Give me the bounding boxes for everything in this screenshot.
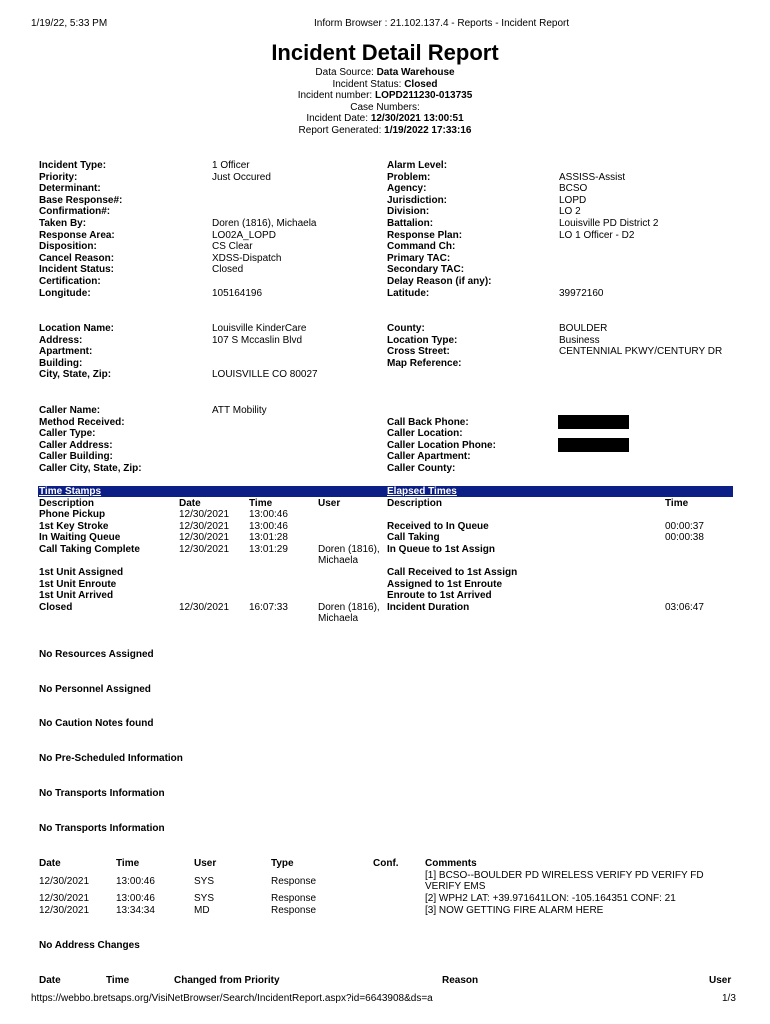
- ts-time: [249, 590, 288, 602]
- field-value: 39972160: [559, 287, 604, 299]
- report-title: Incident Detail Report: [271, 40, 499, 65]
- elapsed-description: Enroute to 1st Arrived: [387, 590, 492, 602]
- comments-header-date: Date: [39, 858, 61, 869]
- print-datetime: 1/19/22, 5:33 PM: [31, 18, 108, 29]
- location-left-values: [212, 323, 318, 381]
- elapsed-description: [387, 555, 517, 567]
- field-label: Location Type:: [387, 334, 458, 346]
- field-value: [212, 206, 317, 218]
- field-value: CS Clear: [212, 241, 253, 253]
- field-value: 107 S Mccaslin Blvd: [212, 334, 303, 346]
- field-value: [559, 276, 658, 288]
- comment-text: [1] BCSO--BOULDER PD WIRELESS VERIFY PD VERIFY FD: [425, 870, 704, 881]
- field-value: [212, 463, 267, 475]
- field-label: Jurisdiction:: [387, 194, 448, 206]
- ts-header-user: User: [318, 498, 341, 509]
- field-label: Cross Street:: [387, 346, 450, 358]
- field-label: Caller Type:: [39, 428, 96, 440]
- field-value: 105164196: [212, 287, 263, 299]
- field-label: City, State, Zip:: [39, 369, 112, 381]
- no-caution-notes-note: No Caution Notes found: [39, 718, 154, 729]
- ts-user: [318, 579, 380, 591]
- priority-header-user: User: [709, 975, 732, 986]
- comment-text: [3] NOW GETTING FIRE ALARM HERE: [425, 905, 604, 916]
- redaction-box: [558, 415, 629, 429]
- comment-time: 13:34:34: [116, 905, 155, 916]
- field-label: Cancel Reason:: [39, 252, 115, 264]
- field-value: [559, 241, 658, 253]
- footer-page-number: 1/3: [722, 993, 736, 1004]
- field-value: [212, 417, 267, 429]
- ts-time: 13:00:46: [249, 520, 288, 532]
- ts-user: [318, 521, 380, 533]
- ts-description: In Waiting Queue: [39, 532, 121, 544]
- field-value: [212, 195, 317, 207]
- field-value: ASSISS-Assist: [559, 171, 626, 183]
- incident-status-value: Closed: [404, 78, 438, 90]
- no-transports-note: No Transports Information: [39, 788, 165, 799]
- field-label: Division:: [387, 206, 430, 218]
- caller-left-values: [212, 405, 267, 475]
- elapsed-time: [665, 579, 704, 591]
- ts-times: [249, 509, 288, 613]
- comment-text-continued: VERIFY EMS: [425, 881, 486, 892]
- comment-time: 13:00:46: [116, 876, 155, 887]
- field-value: LOUISVILLE CO 80027: [212, 369, 318, 381]
- location-right-values: [559, 323, 722, 369]
- field-label: Apartment:: [39, 346, 93, 358]
- elapsed-time: [665, 567, 704, 579]
- ts-date: 12/30/2021: [179, 509, 230, 520]
- ts-user: Michaela: [318, 613, 359, 625]
- incident-date-label: Incident Date:: [306, 113, 369, 125]
- comment-user: MD: [194, 905, 210, 916]
- elapsed-descriptions: [387, 509, 517, 613]
- no-personnel-note: No Personnel Assigned: [39, 684, 151, 695]
- elapsed-time: [665, 590, 704, 602]
- field-label: Caller Location:: [387, 428, 463, 440]
- field-value: XDSS-Dispatch: [212, 252, 282, 264]
- field-label: Battalion:: [387, 217, 434, 229]
- elapsed-description: Call Received to 1st Assign: [387, 566, 518, 578]
- field-label: Disposition:: [39, 241, 97, 253]
- field-label: Call Back Phone:: [387, 416, 469, 428]
- field-label: Latitude:: [387, 287, 430, 299]
- comment-time: 13:00:46: [116, 893, 155, 904]
- elapsed-time: [665, 509, 704, 521]
- field-value: [212, 346, 318, 358]
- field-value: LO02A_LOPD: [212, 229, 276, 241]
- ts-date: [179, 555, 229, 567]
- elapsed-time: 00:00:38: [665, 532, 704, 544]
- field-value: [212, 183, 317, 195]
- field-label: Primary TAC:: [387, 252, 451, 264]
- comments-header-time: Time: [116, 858, 140, 869]
- ts-date: [179, 579, 229, 591]
- elapsed-times-title: Elapsed Times: [387, 486, 457, 497]
- priority-header-reason: Reason: [442, 975, 479, 986]
- no-transports-note-2: No Transports Information: [39, 823, 165, 834]
- field-label: Caller Location Phone:: [387, 439, 496, 451]
- priority-header-changed-from: Changed from Priority: [174, 975, 280, 986]
- comment-user: SYS: [194, 876, 215, 887]
- elapsed-time: 03:06:47: [665, 601, 704, 613]
- ts-date: 12/30/2021: [179, 543, 230, 555]
- field-label: Map Reference:: [387, 357, 462, 369]
- field-label: [387, 405, 496, 417]
- elapsed-description: Received to In Queue: [387, 520, 489, 532]
- field-value: Louisville KinderCare: [212, 323, 307, 334]
- field-label: Confirmation#:: [39, 206, 111, 218]
- field-value: 1 Officer: [212, 160, 250, 171]
- ts-description: Call Taking Complete: [39, 543, 140, 555]
- data-source-label: Data Source:: [315, 67, 374, 78]
- comments-header-comments: Comments: [425, 858, 477, 869]
- field-label: Base Response#:: [39, 194, 123, 206]
- field-label: Response Plan:: [387, 229, 463, 241]
- ts-description: 1st Key Stroke: [39, 520, 109, 532]
- field-label: Location Name:: [39, 323, 115, 334]
- field-value: [212, 440, 267, 452]
- no-resources-note: No Resources Assigned: [39, 649, 154, 660]
- comment-type: Response: [271, 876, 317, 887]
- elapsed-description: In Queue to 1st Assign: [387, 543, 495, 555]
- ts-header-time: Time: [249, 498, 273, 509]
- ts-time: [249, 567, 288, 579]
- ts-time: 13:00:46: [249, 509, 288, 520]
- field-label: Caller City, State, Zip:: [39, 462, 142, 474]
- comment-date: 12/30/2021: [39, 905, 90, 916]
- field-value: CENTENNIAL PKWY/CENTURY DR: [559, 346, 723, 358]
- field-label: Problem:: [387, 171, 431, 183]
- field-value: [212, 276, 317, 288]
- comments-header-user: User: [194, 858, 217, 869]
- ts-description: [39, 555, 140, 567]
- field-label: County:: [387, 323, 425, 334]
- elapsed-time: 00:00:37: [665, 520, 704, 532]
- priority-header-time: Time: [106, 975, 130, 986]
- comment-text: [2] WPH2 LAT: +39.971641LON: -105.164351 CONF: 21: [425, 893, 676, 904]
- field-value: [212, 358, 318, 370]
- incident-right-labels: [387, 160, 491, 299]
- ts-header-description: Description: [39, 498, 95, 509]
- ts-time: 16:07:33: [249, 601, 288, 613]
- elapsed-times: [665, 509, 704, 613]
- ts-date: 12/30/2021: [179, 520, 230, 532]
- ts-time: [249, 555, 288, 567]
- field-label: Priority:: [39, 171, 78, 183]
- priority-header-date: Date: [39, 975, 61, 986]
- ts-date: [179, 567, 229, 579]
- comment-date: 12/30/2021: [39, 893, 90, 904]
- comment-type: Response: [271, 905, 317, 916]
- field-label: Caller Address:: [39, 439, 113, 451]
- caller-right-labels: [387, 405, 496, 475]
- field-label: Incident Status:: [39, 264, 115, 276]
- field-label: Determinant:: [39, 183, 101, 195]
- no-address-changes-note: No Address Changes: [39, 940, 140, 951]
- location-right-labels: [387, 323, 461, 369]
- elapsed-description: Call Taking: [387, 532, 440, 544]
- field-value: LOPD: [559, 194, 587, 206]
- incident-number-label: Incident number:: [297, 90, 373, 102]
- field-label: Alarm Level:: [387, 160, 448, 171]
- field-label: Response Area:: [39, 229, 115, 241]
- comment-user: SYS: [194, 893, 215, 904]
- field-label: Secondary TAC:: [387, 264, 465, 276]
- elapsed-description: [387, 509, 517, 521]
- field-label: Caller Building:: [39, 451, 113, 463]
- ts-user: [318, 567, 380, 579]
- report-generated-value: 1/19/2022 17:33:16: [384, 124, 472, 136]
- field-value: [559, 253, 658, 265]
- ts-users: [318, 509, 380, 625]
- field-label: Taken By:: [39, 217, 87, 229]
- elapsed-time: [665, 544, 704, 556]
- field-label: Building:: [39, 357, 83, 369]
- field-value: Louisville PD District 2: [559, 217, 659, 229]
- ts-description: 1st Unit Arrived: [39, 590, 114, 602]
- field-label: Address:: [39, 334, 83, 346]
- incident-right-values: [559, 160, 658, 299]
- ts-description: Closed: [39, 601, 73, 613]
- field-value: Business: [559, 334, 600, 346]
- field-label: Delay Reason (if any):: [387, 275, 492, 287]
- field-value: LO 1 Officer - D2: [559, 229, 635, 241]
- field-label: Caller Apartment:: [387, 451, 471, 463]
- field-label: Certification:: [39, 275, 101, 287]
- data-source-value: Data Warehouse: [376, 67, 455, 78]
- location-left-labels: [39, 323, 114, 381]
- ts-description: Phone Pickup: [39, 509, 106, 520]
- print-page-title: Inform Browser : 21.102.137.4 - Reports - Incident Report: [314, 18, 570, 29]
- field-label: Incident Type:: [39, 160, 107, 171]
- ts-user: Michaela: [318, 555, 359, 567]
- ts-header-elapsed-time: Time: [665, 498, 689, 509]
- ts-description: 1st Unit Assigned: [39, 566, 124, 578]
- elapsed-description: Assigned to 1st Enroute: [387, 578, 503, 590]
- ts-date: 12/30/2021: [179, 601, 230, 613]
- field-value: LO 2: [559, 206, 581, 218]
- field-value: [212, 428, 267, 440]
- field-value: [559, 160, 658, 172]
- time-stamps-title: Time Stamps: [39, 486, 102, 497]
- ts-descriptions: [39, 509, 140, 613]
- field-value: Doren (1816), Michaela: [212, 217, 317, 229]
- ts-time: 13:01:28: [249, 532, 288, 544]
- ts-date: 12/30/2021: [179, 532, 230, 544]
- comment-date: 12/30/2021: [39, 876, 90, 887]
- ts-user: [318, 509, 380, 521]
- field-value: Just Occured: [212, 171, 271, 183]
- ts-time: [249, 579, 288, 591]
- field-label: Agency:: [387, 183, 427, 195]
- ts-date: [179, 590, 229, 602]
- no-prescheduled-note: No Pre-Scheduled Information: [39, 753, 183, 764]
- field-value: BOULDER: [559, 323, 608, 334]
- field-value: ATT Mobility: [212, 405, 267, 416]
- field-value: Closed: [212, 264, 244, 276]
- elapsed-time: [665, 555, 704, 567]
- comments-header-conf: Conf.: [373, 858, 399, 869]
- incident-date-value: 12/30/2021 13:00:51: [370, 113, 464, 125]
- ts-time: 13:01:29: [249, 543, 288, 555]
- field-label: Command Ch:: [387, 241, 456, 253]
- caller-left-labels: [39, 405, 142, 475]
- report-meta: [0, 67, 770, 137]
- comments-header-type: Type: [271, 858, 294, 869]
- time-stamps-bar: [38, 486, 733, 497]
- ts-user: Doren (1816),: [318, 543, 380, 555]
- footer-url: https://webbo.bretsaps.org/VisiNetBrowser/Search/IncidentReport.aspx?id=6643908&ds=a: [31, 993, 433, 1004]
- field-label: Caller County:: [387, 462, 456, 474]
- field-value: [559, 264, 658, 276]
- field-value: [212, 451, 267, 463]
- field-value: BCSO: [559, 183, 588, 195]
- ts-user: Doren (1816),: [318, 601, 380, 613]
- field-label: Longitude:: [39, 287, 91, 299]
- report-generated-label: Report Generated:: [298, 124, 382, 136]
- ts-header-elapsed-description: Description: [387, 498, 443, 509]
- incident-left-values: [212, 160, 317, 299]
- field-label: Caller Name:: [39, 405, 101, 416]
- case-numbers-label: Case Numbers:: [350, 101, 420, 113]
- incident-left-labels: [39, 160, 122, 299]
- ts-header-date: Date: [179, 498, 201, 509]
- ts-description: 1st Unit Enroute: [39, 578, 117, 590]
- ts-dates: [179, 509, 229, 613]
- incident-number-value: LOPD211230-013735: [374, 90, 473, 102]
- ts-user: [318, 590, 380, 602]
- field-value: [559, 358, 722, 370]
- ts-user: [318, 532, 380, 544]
- comment-type: Response: [271, 893, 317, 904]
- field-label: Method Received:: [39, 416, 125, 428]
- redaction-box: [558, 438, 629, 452]
- elapsed-description: Incident Duration: [387, 601, 470, 613]
- incident-status-label: Incident Status:: [332, 78, 402, 90]
